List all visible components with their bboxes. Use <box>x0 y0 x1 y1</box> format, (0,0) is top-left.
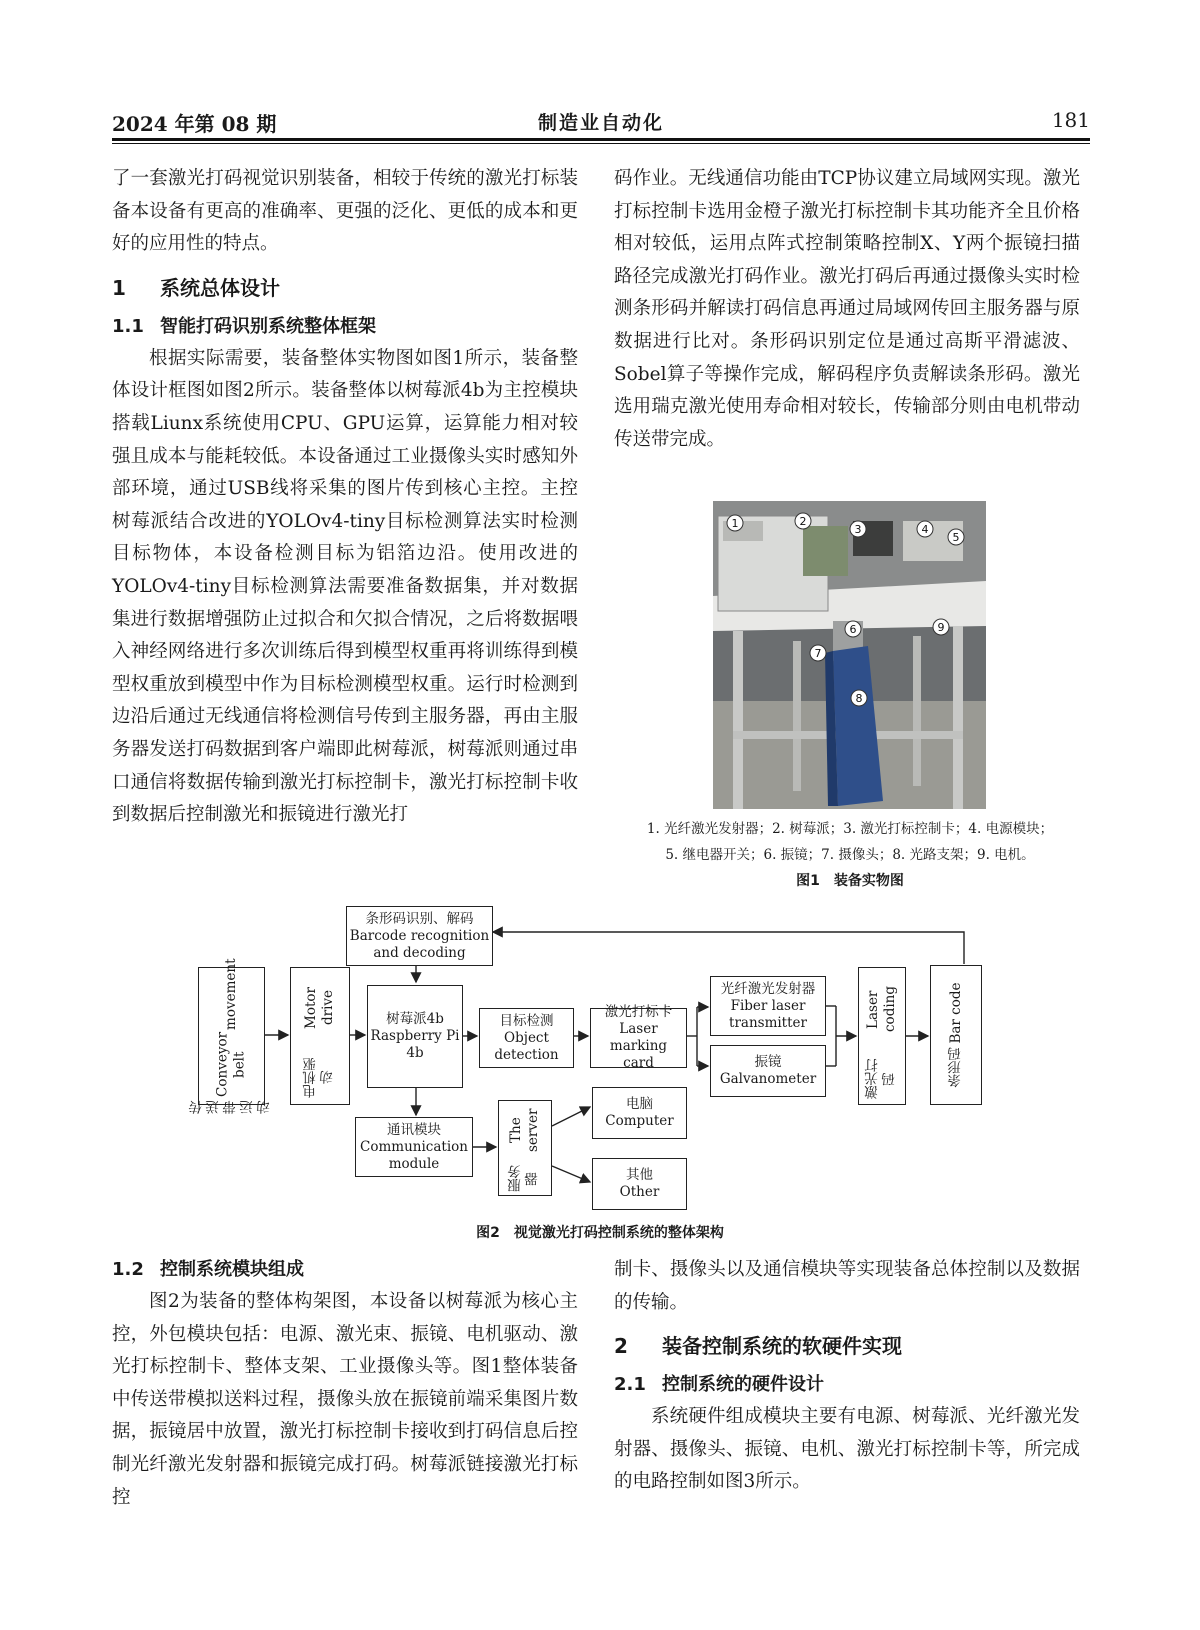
object-detection-box <box>479 1008 574 1068</box>
hardware-design-paragraph: 系统硬件组成模块主要有电源、树莓派、光纤激光发射器、摄像头、振镜、电机、激光打标控制卡等，所完成的电路控制如图3所示。 <box>614 1406 1080 1493</box>
section-1-2-title: 控制系统模块组成 <box>160 1259 304 1280</box>
figure-1-legend <box>600 816 1100 894</box>
barcode-recognition-en-2: and decoding <box>373 944 466 961</box>
laser-marking-card-box <box>590 1004 687 1071</box>
section-1-1-heading <box>112 311 578 343</box>
barcode-en: Bar code <box>947 982 964 1044</box>
conveyor-en-1: Conveyor belt <box>214 1032 248 1098</box>
communication-module-en-1: Communication <box>360 1138 468 1155</box>
section-1-1-number: 1.1 <box>112 315 144 337</box>
photo-marker-7: 7 <box>814 647 822 660</box>
fiber-laser-en-1: Fiber laser <box>730 997 806 1014</box>
raspberry-pi-en-1: Raspberry Pi <box>370 1028 460 1044</box>
photo-marker-2: 2 <box>799 515 807 528</box>
bottom-right-column <box>614 1254 1080 1499</box>
object-detection-en-2: detection <box>494 1046 559 1063</box>
barcode-zh: 条形码 <box>947 1046 964 1088</box>
running-header <box>112 104 1090 136</box>
section-1-heading <box>112 271 578 305</box>
journal-title: 制造业自动化 <box>537 112 664 134</box>
photo-marker-1: 1 <box>731 517 739 530</box>
header-rule-thick <box>112 138 1090 141</box>
section-2-heading <box>614 1329 1080 1363</box>
barcode-recognition-box <box>346 906 493 966</box>
continued-paragraph: 码作业。无线通信功能由TCP协议建立局域网实现。激光打标控制卡选用金橙子激光打标控制卡其功能齐全且价格相对较低，运用点阵式控制策略控制X、Y两个振镜扫描路径完成激光打码作业。激光打码后再通过摄像头实时检测条形码并解读打码信息再通过局域网传回主服务器与原数据进行比对。条形码识别定位是通过高斯平滑滤波、Sobel算子等操作完成，解码程序负责解读条形码。激光选用瑞克激光使用寿命相对较长，传输部分则由电机带动传送带完成。 <box>614 168 1080 450</box>
laser-coding-en: Laser coding <box>865 986 898 1033</box>
raspberry-pi-en-2: 4b <box>406 1045 424 1061</box>
photo-marker-4: 4 <box>921 523 929 536</box>
galvanometer-en: Galvanometer <box>719 1071 817 1087</box>
bottom-left-column <box>112 1254 578 1514</box>
fiber-laser-en-2: transmitter <box>729 1014 807 1031</box>
laser-marking-card-en-2: card <box>623 1055 654 1071</box>
section-1-title: 系统总体设计 <box>160 275 280 300</box>
laser-marking-card-zh: 激光打标卡 <box>604 1004 673 1020</box>
communication-module-zh: 通讯模块 <box>386 1121 441 1138</box>
section-1-2-heading <box>112 1254 578 1286</box>
section-2-1-number: 2.1 <box>614 1374 646 1396</box>
raspberry-pi-zh: 树莓派4b <box>386 1011 444 1027</box>
figure-1-legend-line-1: 1. 光纤激光发射器；2. 树莓派；3. 激光打标控制卡；4. 电源模块； <box>646 821 1054 837</box>
server-zh: 服务器 <box>508 1165 541 1193</box>
conveyor-box <box>189 958 273 1114</box>
object-detection-en-1: Object <box>504 1029 549 1046</box>
control-modules-paragraph: 图2为装备的整体构架图，本设备以树莓派为核心主控，外包模块包括：电源、激光束、振镜、电机驱动、激光打标控制卡、整体支架、工业摄像头等。图1整体装备中传送带模拟送料过程，摄像头放在振镜前端采集图片数据，振镜居中放置，激光打标控制卡接收到打码信息后控制光纤激光发射器和振镜完成打码。树莓派链接激光打标控 <box>112 1291 578 1508</box>
galvanometer-box <box>710 1045 826 1097</box>
continued-paragraph-2: 制卡、摄像头以及通信模块等实现装备总体控制以及数据的传输。 <box>614 1259 1080 1313</box>
raspberry-pi-box <box>367 985 463 1088</box>
section-1-number: 1 <box>112 275 126 300</box>
left-column <box>112 163 578 832</box>
motor-drive-zh: 电机驱动 <box>303 1057 336 1098</box>
computer-en: Computer <box>605 1113 674 1129</box>
photo-marker-9: 9 <box>937 621 945 634</box>
section-2-number: 2 <box>614 1334 628 1359</box>
equipment-photo-drawing <box>713 501 986 809</box>
fiber-laser-box <box>710 976 826 1036</box>
right-column <box>614 163 1080 456</box>
barcode-recognition-zh: 条形码识别、解码 <box>365 910 474 927</box>
object-detection-zh: 目标检测 <box>499 1012 554 1029</box>
issue-label: 2024 年第 08 期 <box>112 112 277 136</box>
laser-marking-card-en-1: Laser marking <box>609 1021 668 1054</box>
barcode-recognition-en-1: Barcode recognition <box>349 927 490 944</box>
photo-marker-3: 3 <box>854 523 862 536</box>
other-box <box>592 1158 687 1210</box>
computer-box <box>592 1087 687 1139</box>
framework-paragraph: 根据实际需要，装备整体实物图如图1所示，装备整体设计框图如图2所示。装备整体以树莓派4b为主控模块搭载Liunx系统使用CPU、GPU运算，运算能力相对较强且成本与能耗较低。本设备通过工业摄像头实时感知外部环境，通过USB线将采集的图片传到核心主控。主控树莓派结合改进的YOLOv4-tiny目标检测算法实时检测目标物体，本设备检测目标为铝箔边沿。使用改进的YOLOv4-tiny目标检测算法需要准备数据集，并对数据集进行数据增强防止过拟合和欠拟合情况，之后将数据喂入神经网络进行多次训练后得到模型权重再将训练得到模型权重放到模型中作为目标检测模型权重。运行时检测到边沿后通过无线通信将检测信号传到主服务器，再由主服务器发送打码数据到客户端即此树莓派，树莓派则通过串口通信将数据传输到激光打标控制卡，激光打标控制卡收到数据后控制激光和振镜进行激光打 <box>112 347 578 826</box>
server-en: The server <box>508 1108 541 1153</box>
server-box <box>498 1100 552 1196</box>
header-rule-thin <box>112 143 1090 144</box>
fiber-laser-zh: 光纤激光发射器 <box>720 980 816 997</box>
laser-coding-zh: 激光打码 <box>865 1058 898 1100</box>
figure-2-caption: 图2 视觉激光打码控制系统的整体架构 <box>476 1225 724 1241</box>
communication-module-box <box>355 1117 473 1177</box>
laser-coding-box <box>858 967 906 1105</box>
intro-paragraph: 了一套激光打码视觉识别装备，相较于传统的激光打标装备本设备有更高的准确率、更强的泛化、更低的成本和更好的应用性的特点。 <box>112 168 578 255</box>
section-2-1-heading <box>614 1369 1080 1401</box>
barcode-box <box>930 965 982 1105</box>
photo-marker-5: 5 <box>952 531 960 544</box>
section-1-1-title: 智能打码识别系统整体框架 <box>160 315 376 337</box>
other-en: Other <box>619 1184 660 1200</box>
other-zh: 其他 <box>625 1167 653 1183</box>
section-2-title: 装备控制系统的软硬件实现 <box>662 1334 902 1359</box>
motor-drive-box <box>290 967 350 1105</box>
motor-drive-en: Motor drive <box>303 986 336 1029</box>
photo-marker-6: 6 <box>849 623 857 636</box>
photo-marker-8: 8 <box>855 692 863 705</box>
computer-zh: 电脑 <box>626 1096 653 1112</box>
figure-1-legend-line-2: 5. 继电器开关；6. 振镜；7. 摄像头；8. 光路支架；9. 电机。 <box>665 847 1035 863</box>
conveyor-zh: 传送带运动 <box>189 1100 273 1114</box>
equipment-photo <box>713 501 986 809</box>
galvanometer-zh: 振镜 <box>754 1054 782 1070</box>
section-1-2-number: 1.2 <box>112 1259 144 1280</box>
conveyor-en-2: movement <box>223 958 239 1030</box>
section-2-1-title: 控制系统的硬件设计 <box>662 1374 824 1396</box>
communication-module-en-2: module <box>388 1155 440 1172</box>
page-number: 181 <box>1051 108 1090 132</box>
figure-1-caption: 图1 装备实物图 <box>796 873 904 889</box>
